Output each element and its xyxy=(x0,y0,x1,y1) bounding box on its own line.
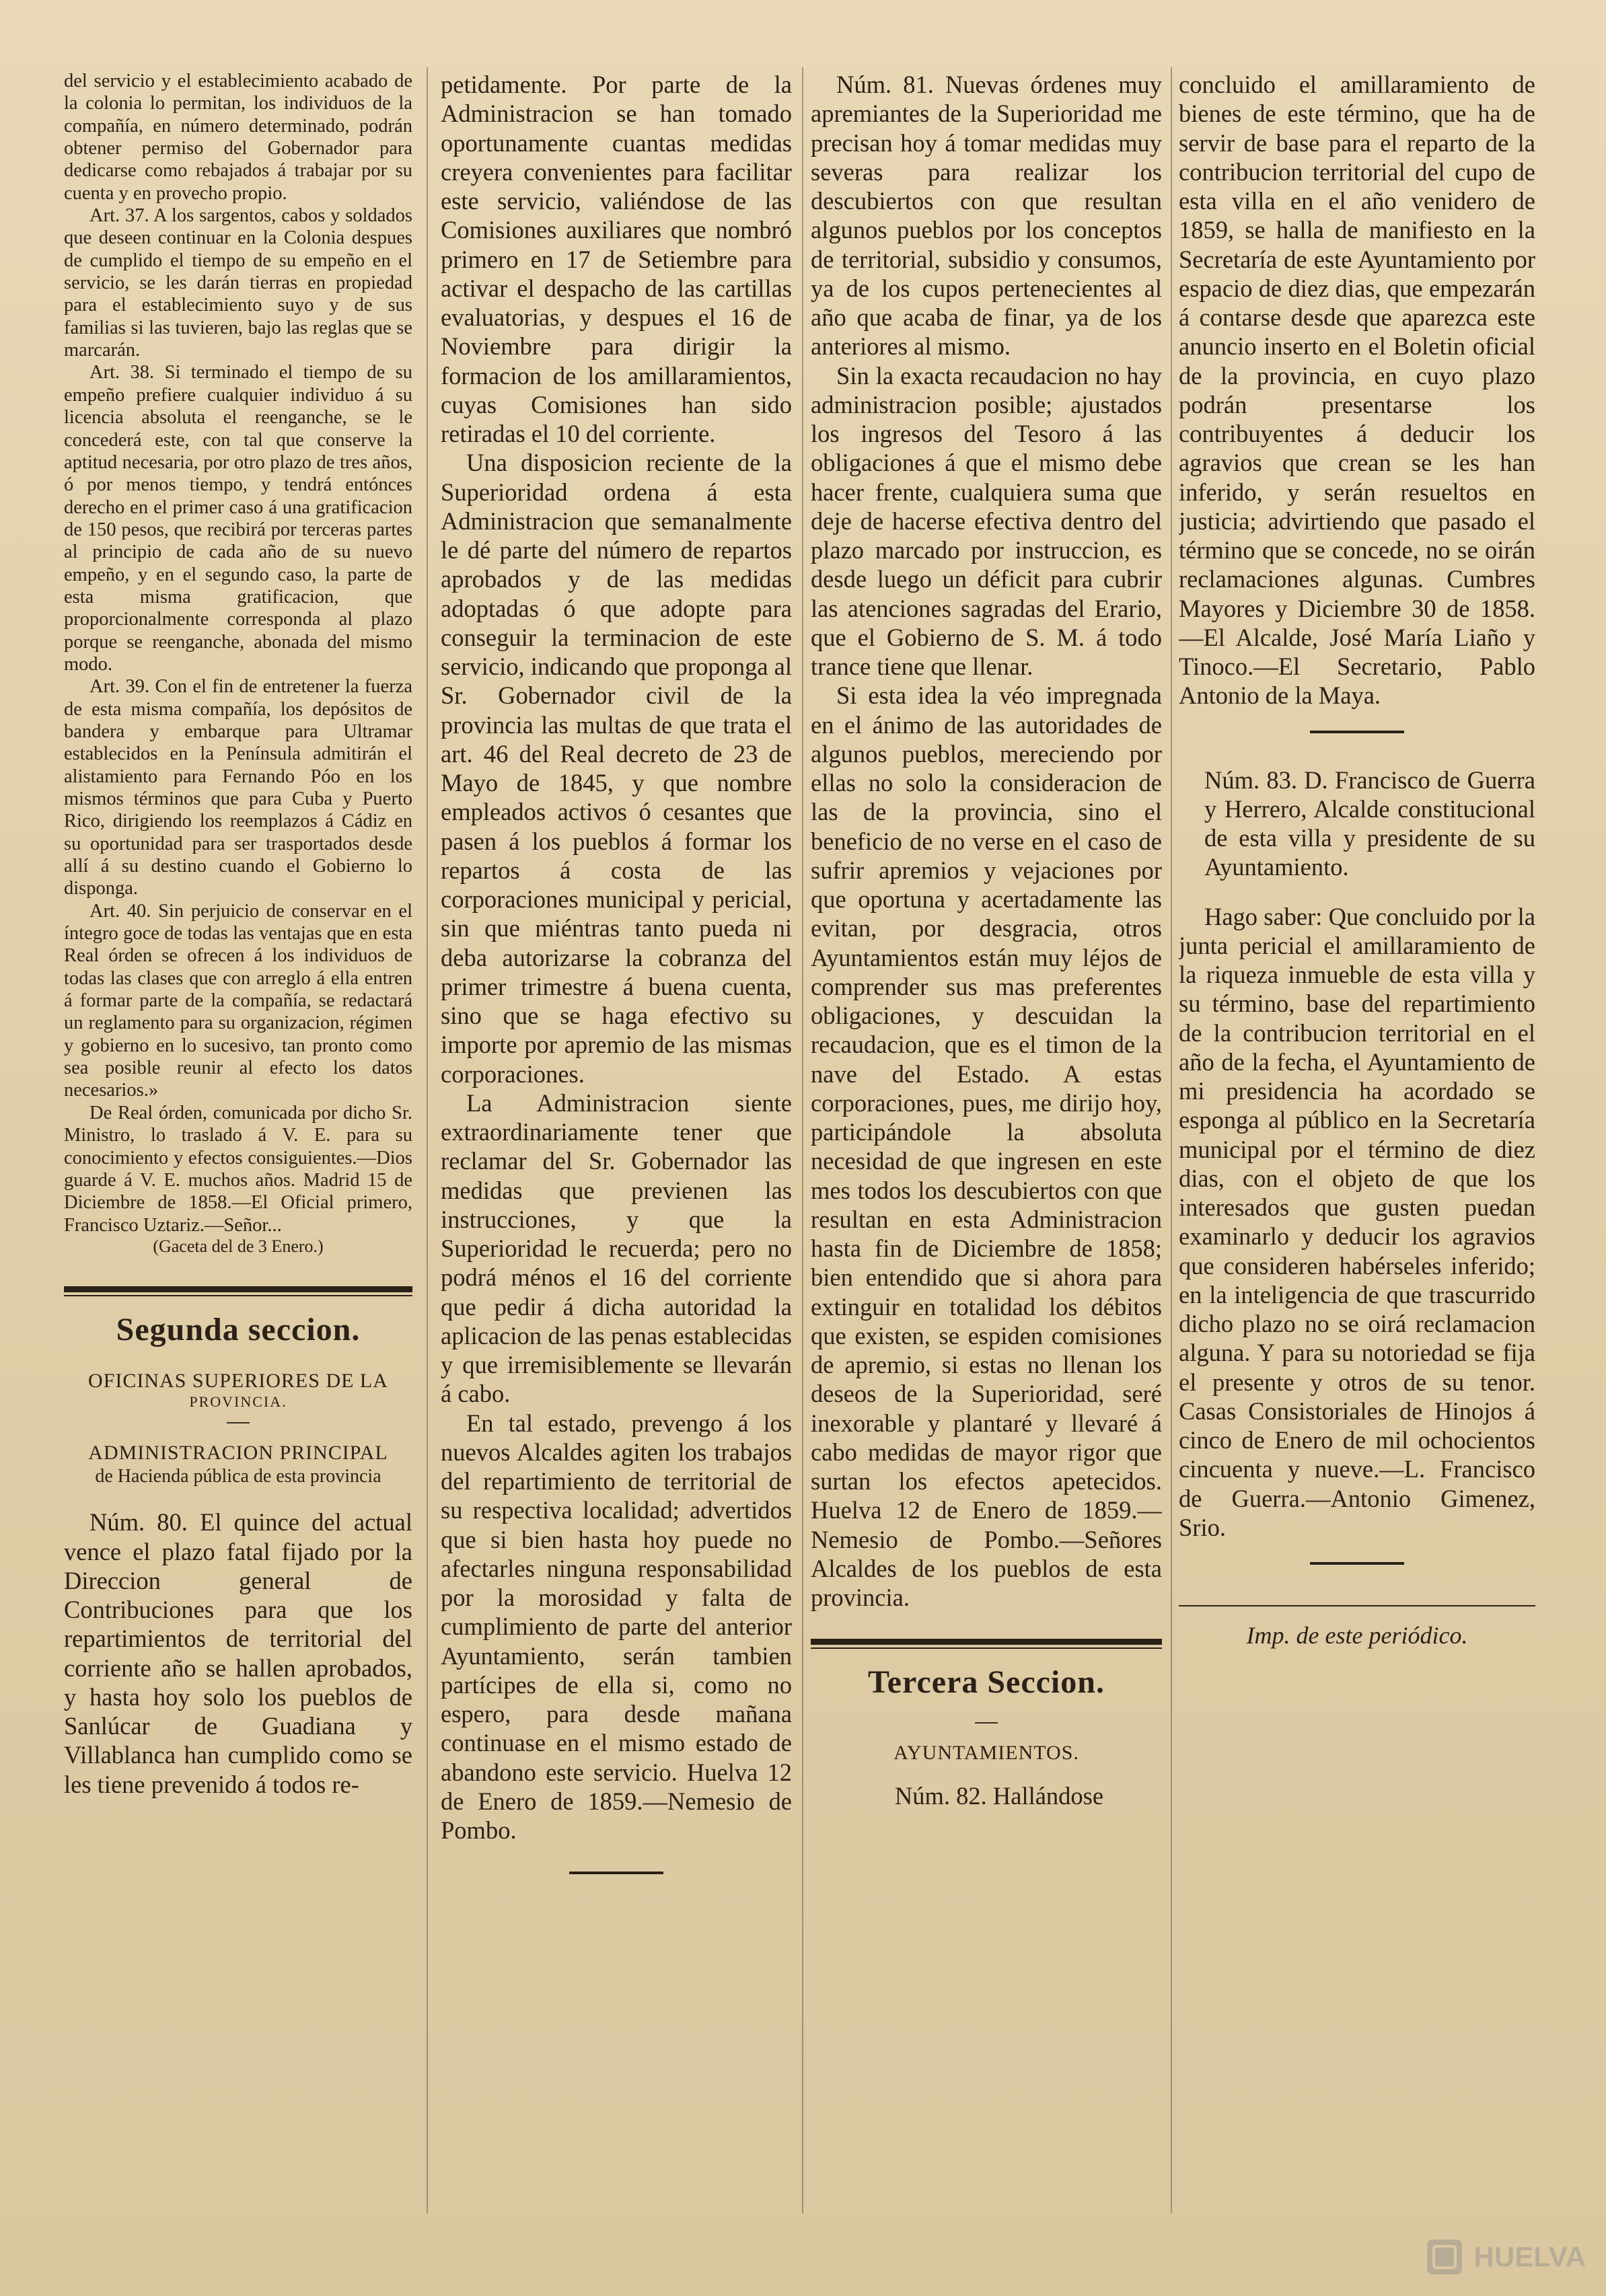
paragraph: del servicio y el establecimiento acabado de la colonia lo permitan, los individuos de la compañía, en número determinado, podrán obtener permiso del Gobernador para dedicarse como rebajados á trabajar por su cuenta y en provecho propio. xyxy=(64,71,412,204)
column-rule xyxy=(802,67,803,2213)
closing-paragraph: De Real órden, comunicada por dicho Sr. Ministro, lo traslado á V. E. para su conocimiento y efectos consiguientes.—Dios guarde á V. E. muchos años. Madrid 15 de Diciembre de 1858.—El Oficial primero, Francisco Uztariz.—Señor... xyxy=(64,1102,412,1236)
short-rule xyxy=(1310,731,1404,733)
section-divider xyxy=(64,1286,412,1292)
short-rule xyxy=(569,1872,663,1874)
section-divider xyxy=(811,1639,1162,1645)
article-37: Art. 37. A los sargentos, cabos y soldados que deseen continuar en la Colonia despues de cumplido el tiempo de su empeño en el servicio, se les darán tierras en propiedad para el establecimiento suyo y de sus familias si las tuvieren, bajo las reglas que se marcarán. xyxy=(64,205,412,361)
office-heading-line: OFICINAS SUPERIORES DE LA xyxy=(88,1370,388,1393)
column-rule xyxy=(1171,67,1172,2213)
paragraph: petidamente. Por parte de la Administracion se han tomado oportunamente cuantas medidas creyera convenientes para facilitar este servicio, valiéndose de las Comisiones auxiliares que nombró primero en 17 de Setiembre para activar el despacho de las cartillas evaluatorias, y despues el 16 de Noviembre para dirigir la formacion de los amillaramientos, cuyas Comisiones han sido retiradas el 10 del corriente. xyxy=(441,71,792,447)
watermark-logo xyxy=(1424,2237,1586,2277)
province-seal-icon xyxy=(1424,2237,1465,2277)
short-rule xyxy=(1310,1562,1404,1565)
ayuntamientos-heading: AYUNTAMIENTOS. xyxy=(893,1742,1079,1765)
paragraph: Sin la exacta recaudacion no hay administracion posible; ajustados los ingresos del Tesoro á las obligaciones á que el mismo debe hacer frente, cualquiera suma que deje de hacerse efectiva dentro del plazo marcado por instruccion, es desde luego un déficit para cubrir las atenciones sagradas del Erario, que el Gobierno de S. M. á todo trance tiene que llenar. xyxy=(811,361,1162,680)
admin-heading: ADMINISTRACION PRINCIPAL xyxy=(88,1441,388,1464)
article-40: Art. 40. Sin perjuicio de conservar en el íntegro goce de todas las ventajas que en esta Real órden se ofrecen á los individuos de todas las clases que con arreglo á ella entren á formar parte de la compañía, se redactará un reglamento para su organizacion, régimen y gobierno en lo sucesivo, tan pronto como sea posible reunir al efecto los datos necesarios.» xyxy=(64,900,412,1101)
source-note: (Gaceta del de 3 Enero.) xyxy=(153,1236,324,1256)
paragraph: Una disposicion reciente de la Superioridad ordena á esta Administracion que semanalmente le dé parte del número de repartos aprobados y de las medidas adoptadas ó que adopte para conseguir la terminacion de este servicio, indicando que proponga al Sr. Gobernador civil de la provincia las multas de que trata el art. 46 del Real decreto de 23 de Mayo de 1845, y que nombre empleados activos ó cesantes que pasen á los pueblos á formar los repartos á costa de las corporaciones municipal y pericial, sin que miéntras tanto pueda ni deba autorizarse la cobranza del primer trimestre á buena cuenta, sino que se haga efectivo su importe por apremio de las mismas corporaciones. xyxy=(441,449,792,1088)
column-3 xyxy=(811,70,1162,2209)
watermark-text: HUELVA xyxy=(1473,2241,1586,2272)
office-heading xyxy=(64,1369,412,1411)
notice-81: Núm. 81. Nuevas órdenes muy apremiantes de la Superioridad me precisan hoy á tomar medidas muy severas para realizar los descubiertos con que resultan algunos pueblos por los conceptos de territorial, subsidio y consumos, ya de los cupos pertenecientes al año que acaba de finar, ya de los anteriores al mismo. xyxy=(811,71,1162,361)
short-rule xyxy=(227,1422,250,1423)
paragraph: En tal estado, prevengo á los nuevos Alcaldes agiten los trabajos del repartimiento de territorial de su respectiva localidad; advertidos que si bien hasta hoy puede no afectarles ninguna responsabilidad por la morosidad y falta de cumplimiento de parte del anterior Ayuntamiento, serán tambien partícipes de ella si, como no espero, para desde mañana continuase en el mismo estado de abandono este servicio. Huelva 12 de Enero de 1859.—Nemesio de Pombo. xyxy=(441,1409,792,1844)
section-divider-thin xyxy=(64,1295,412,1296)
section-title: Segunda seccion. xyxy=(116,1312,361,1348)
section-divider-thin xyxy=(1179,1605,1535,1606)
short-rule xyxy=(975,1722,998,1724)
column-2 xyxy=(441,70,792,2209)
column-1 xyxy=(64,70,412,2209)
paragraph: Hago saber: Que concluido por la junta pericial el amillaramiento de la riqueza inmueble de esta villa y su término, base del repartimiento de la contribucion territorial en el año de la fecha, el Ayuntamiento de mi presidencia ha acordado se esponga al público en la Secretaría municipal por el término de diez dias, con el objeto de que los interesados que gusten puedan examinarlo y deducir los agravios que consideren habérseles inferido; en la inteligencia de que trascurrido dicho plazo no se oirá reclamacion alguna. Y para su notoriedad se fija el presente y otros de su tenor. Casas Consistoriales de Hinojos á cinco de Enero de mil ochocientos cincuenta y nueve.—L. Francisco de Guerra.—Antonio Gimenez, Srio. xyxy=(1179,902,1535,1541)
column-rule xyxy=(427,67,428,2213)
admin-subheading: de Hacienda pública de esta provincia xyxy=(95,1465,381,1487)
section-title: Tercera Seccion. xyxy=(868,1664,1105,1701)
article-38: Art. 38. Si terminado el tiempo de su empeño prefiere cualquier individuo á su licencia absoluta el reenganche, se le concederá este, con tal que conserve la aptitud necesaria, por otro plazo de tres años, ó por menos tiempo, y tendrá entónces derecho en el primer caso á una gratificacion de 150 pesos, que recibirá por terceras partes al principio de cada año de su nuevo empeño, y en el segundo caso, la parte de esta misma gratificacion, que proporcionalmente corresponda al plazo porque se reenganche, abonada del mismo modo. xyxy=(64,362,412,675)
office-heading-sub: PROVINCIA. xyxy=(189,1393,287,1411)
notice-83: Núm. 83. D. Francisco de Guerra y Herrero, Alcalde constitucional de esta villa y presidente de su Ayuntamiento. xyxy=(1204,766,1535,881)
paragraph: Si esta idea la véo impregnada en el ánimo de las autoridades de algunos pueblos, mereciendo por ellas no solo la consideracion de las de la provincia, sino el beneficio de no verse en el caso de sufrir apremios y vejaciones por que oportuna y acertadamente las evitan, por desgracia, otros Ayuntamientos están muy léjos de comprender sus mas preferentes obligaciones, y descuidan la recaudacion, que es el timon de la nave del Estado. A estas corporaciones, pues, me dirijo hoy, participándole la absoluta necesidad de que ingresen en este mes todos los descubiertos con que resultan en esta Administracion hasta fin de Diciembre de 1858; bien entendido que si ahora para extinguir en totalidad los débitos que existen, se espiden comisiones de apremio, si estas no llenan los deseos de la Superioridad, seré inexorable y plantaré y llevaré á cabo medidas de mayor rigor que surtan los efectos apetecidos. Huelva 12 de Enero de 1859.—Nemesio de Pombo.—Señores Alcaldes de los pueblos de esta provincia. xyxy=(811,681,1162,1611)
imprint-line: Imp. de este periódico. xyxy=(1246,1622,1468,1649)
section-divider-thin xyxy=(811,1647,1162,1649)
paragraph: La Administracion siente extraordinariamente tener que reclamar del Sr. Gobernador las medidas que previenen las instrucciones, y que la Superioridad le recuerda; pero no podrá ménos el 16 del corriente que pedir á dicha autoridad la aplicacion de las penas establecidas y que irremisiblemente se llevarán á cabo. xyxy=(441,1088,792,1408)
paragraph: concluido el amillaramiento de bienes de este término, que ha de servir de base para el reparto de la contribucion territorial del cupo de esta villa en el año venidero de 1859, se halla de manifiesto en la Secretaría de este Ayuntamiento por espacio de diez dias, que empezarán á contarse desde que aparezca este anuncio inserto en el Boletin oficial de la provincia, en cuyo plazo podrán presentarse los contribuyentes á deducir los agravios que crean se les han inferido, y serán resueltos en justicia; advirtiendo que pasado el término que se concede, no se oirán reclamaciones algunas. Cumbres Mayores y Diciembre 30 de 1858.—El Alcalde, José María Liaño y Tinoco.—El Secretario, Pablo Antonio de la Maya. xyxy=(1179,71,1535,710)
column-4 xyxy=(1179,70,1535,2209)
notice-82: Núm. 82. Hallándose xyxy=(894,1782,1104,1810)
notice-80: Núm. 80. El quince del actual vence el plazo fatal fijado por la Direccion general de Contribuciones para que los repartimientos de territorial del corriente año se hallen aprobados, y hasta hoy solo los pueblos de Sanlúcar de Guadiana y Villablanca han cumplido como se les tiene prevenido á todos re- xyxy=(64,1508,412,1798)
article-39: Art. 39. Con el fin de entretener la fuerza de esta misma compañía, los depósitos de bandera y embarque para Ultramar establecidos en la Península admitirán el alistamiento para Fernando Póo en los mismos términos que para Cuba y Puerto Rico, dirigiendo los reemplazos á Cádiz en su oportunidad para ser trasportados desde allí á su destino cuando el Gobierno lo disponga. xyxy=(64,676,412,899)
